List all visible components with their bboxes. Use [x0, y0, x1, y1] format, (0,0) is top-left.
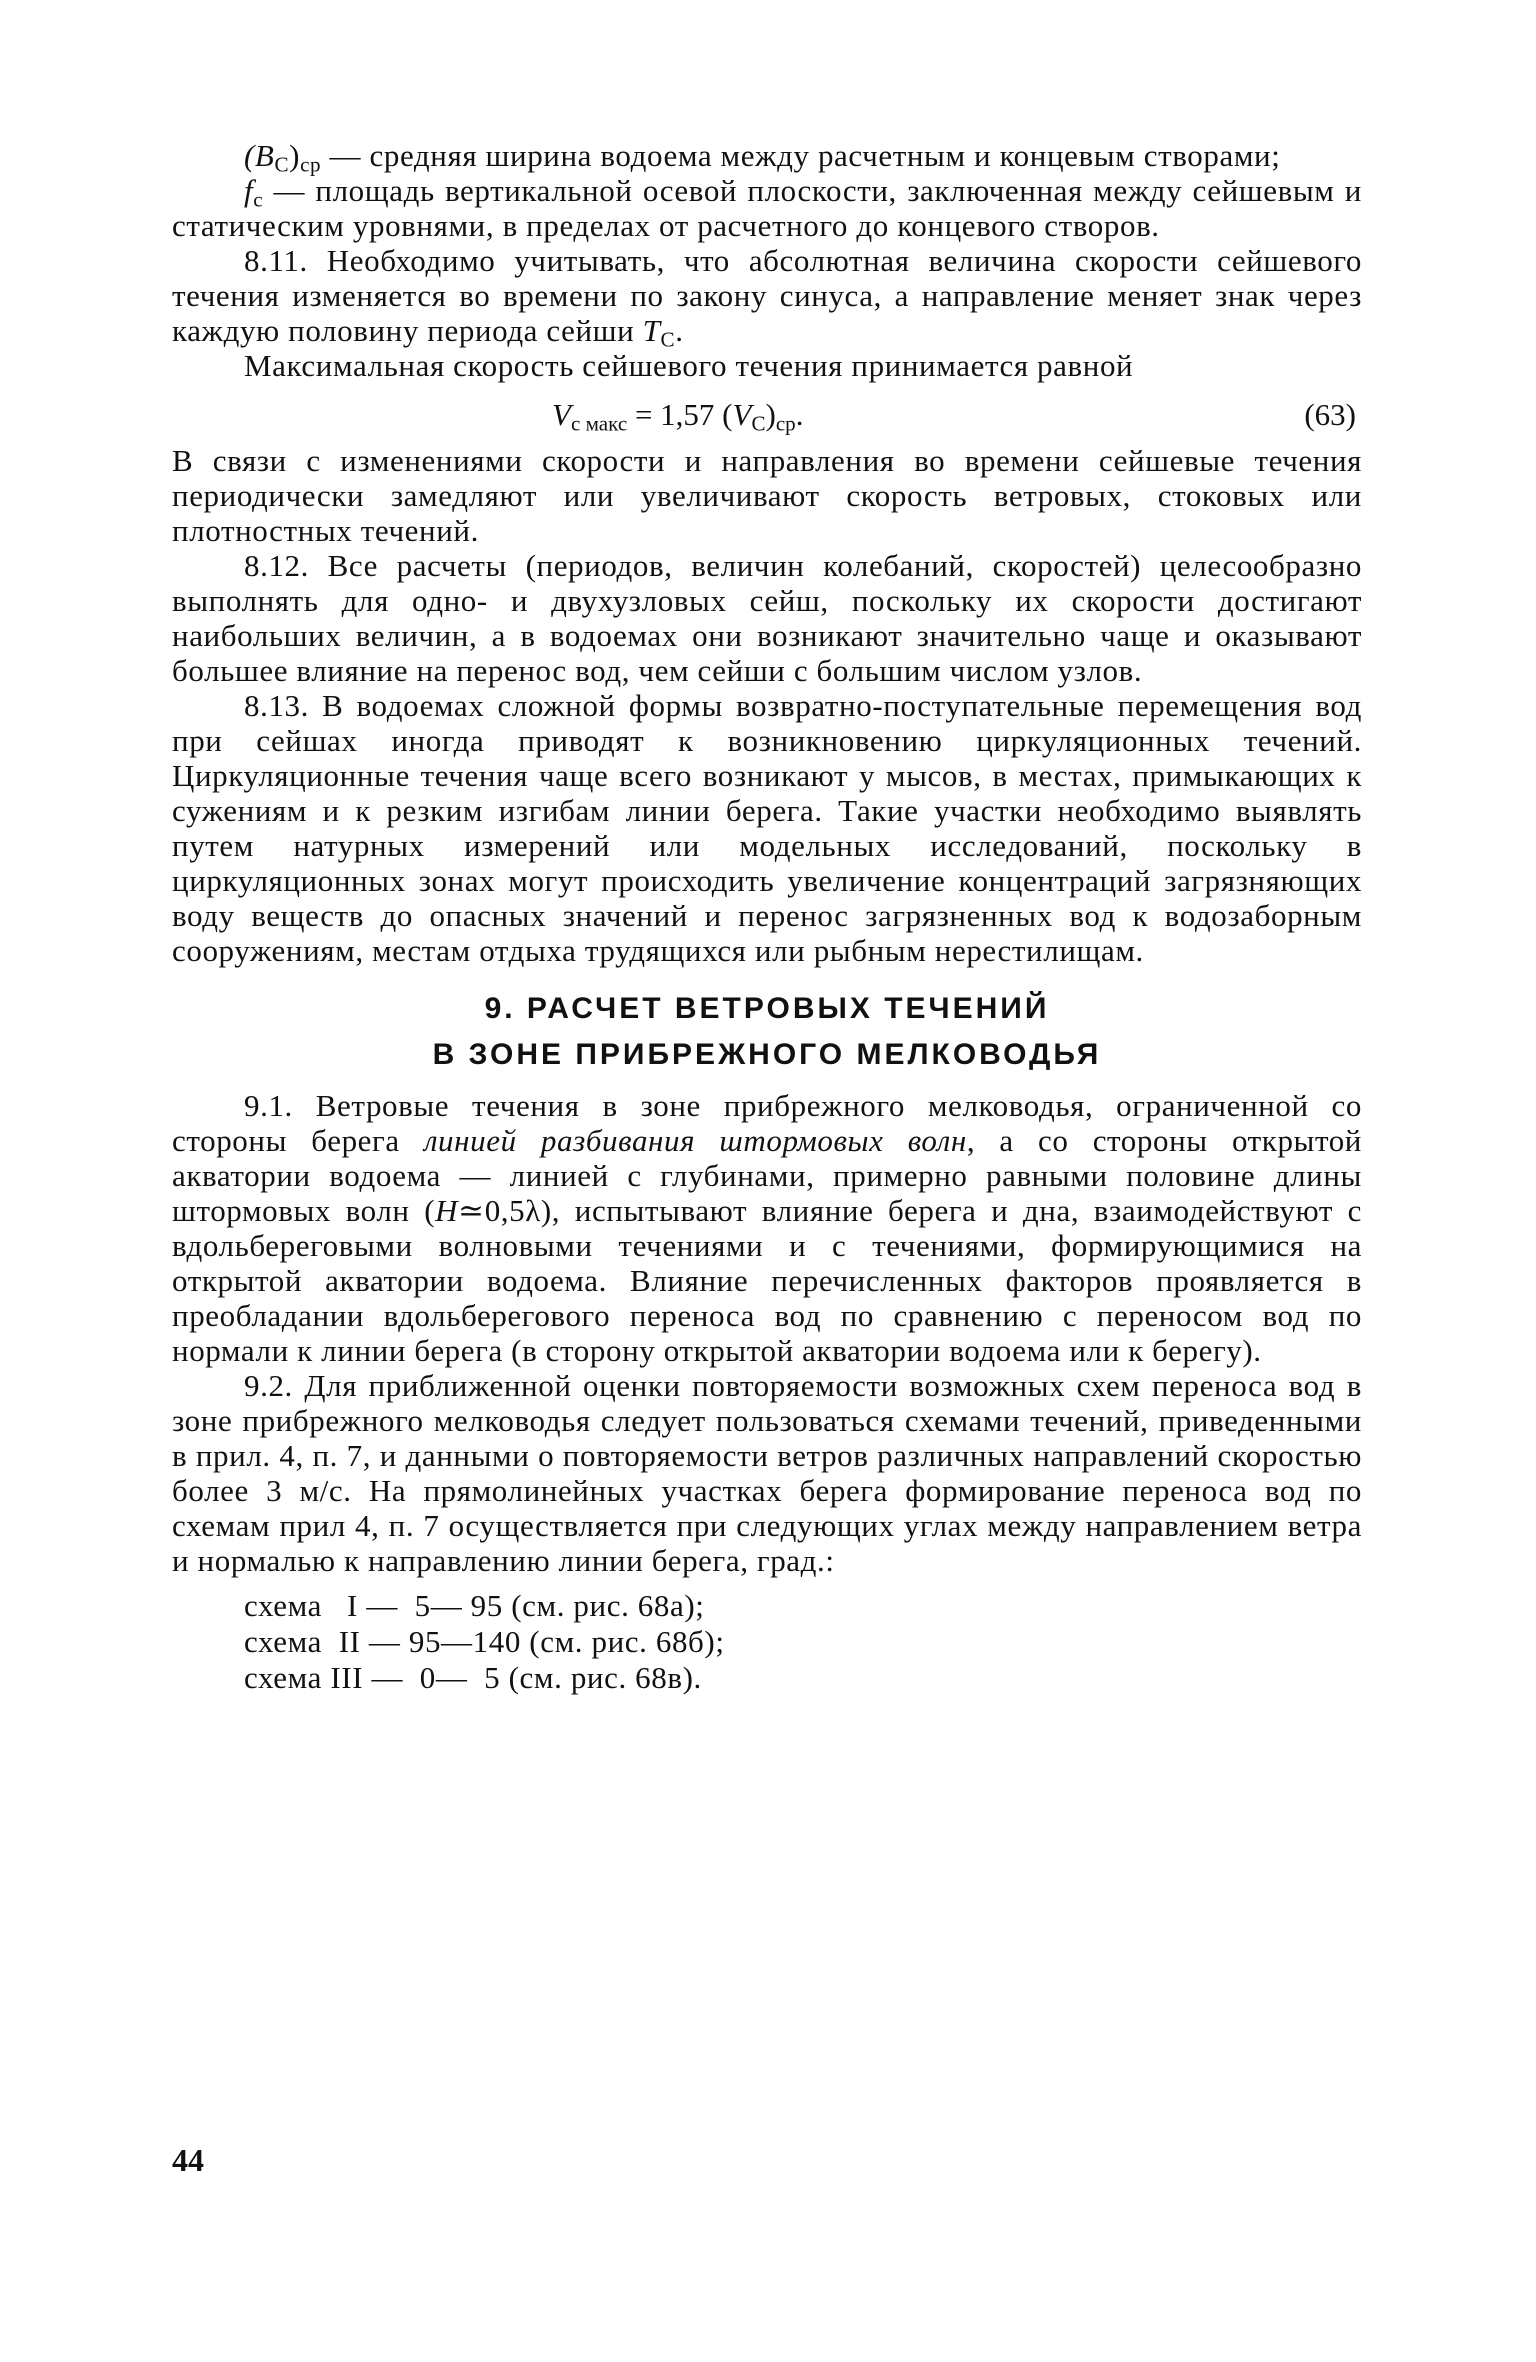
paragraph-9-1-italic: линией разбивания штормовых волн	[423, 1123, 967, 1158]
scheme-item: схема I — 5— 95 (см. рис. 68а);	[244, 1588, 705, 1623]
var-v2: V	[732, 397, 752, 432]
var-v: V	[552, 397, 571, 432]
definition-f-text: — площадь вертикальной осевой плоскости, заключенная между сейшевым и статическим уровнями, в пределах от расчетного до концевого створов.	[172, 173, 1362, 243]
paren-close: )	[765, 397, 776, 432]
section-heading-line1: 9. РАСЧЕТ ВЕТРОВЫХ ТЕЧЕНИЙ	[484, 992, 1050, 1025]
scheme-list	[244, 1588, 1362, 1696]
paragraph-8-11-text: 8.11. Необходимо учитывать, что абсолютная величина скорости сейшевого течения изменяется во времени по закону синуса, а направление меняет знак через каждую половину периода сейши	[172, 243, 1362, 348]
sub-c: C	[751, 411, 766, 436]
sub-c: C	[274, 152, 290, 177]
paragraph-8-12: 8.12. Все расчеты (периодов, величин колебаний, скоростей) целесообразно выполнять для одно- и двухузловых сейш, поскольку их скорости достигают наибольших величин, а в водоемах они возникают значительно чаще и оказывают большее влияние на перенос вод, чем сейши с большим числом узлов.	[172, 548, 1362, 688]
page-body	[172, 138, 1362, 1696]
definition-f	[172, 173, 1362, 243]
section-heading-line2: В ЗОНЕ ПРИБРЕЖНОГО МЕЛКОВОДЬЯ	[432, 1038, 1102, 1071]
formula-63	[172, 393, 1362, 439]
paragraph-9-1	[172, 1088, 1362, 1368]
paragraph-max-speed: Максимальная скорость сейшевого течения принимается равной	[244, 348, 1134, 383]
sub-sr: ср	[300, 152, 322, 177]
var-b: (B	[244, 138, 275, 173]
period: .	[795, 397, 804, 432]
var-f: f	[244, 173, 254, 208]
paragraph-8-13: 8.13. В водоемах сложной формы возвратно-поступательные перемещения вод при сейшах иногда приводят к возникновению циркуляционных течений. Циркуляционные течения чаще всего возникают у мысов, в местах, примыкающих к сужениям и к резким изгибам линии берега. Такие участки необходимо выявлять путем натурных измерений или модельных исследований, поскольку в циркуляционных зонах могут происходить увеличение концентраций загрязняющих воду веществ до опасных значений и перенос загрязненных вод к водозаборным сооружениям, местам отдыха трудящихся или рыбным нерестилищам.	[172, 688, 1362, 968]
paragraph-9-1-part-b: , а со стороны открытой акватории водоема — линией с глубинами, примерно равными половине длины штормовых волн (	[172, 1123, 1362, 1228]
period: .	[675, 313, 684, 348]
paragraph-9-2: 9.2. Для приближенной оценки повторяемости возможных схем переноса вод в зоне прибрежного мелководья следует пользоваться схемами течений, приведенными в прил. 4, п. 7, и данными о повторяемости ветров различных направлений скоростью более 3 м/с. На прямолинейных участках берега формирование переноса вод по схемам прил 4, п. 7 осуществляется при следующих углах между направлением ветра и нормалью к направлению линии берега, град.:	[172, 1368, 1362, 1578]
definition-b-text: — средняя ширина водоема между расчетным и концевым створами;	[321, 138, 1281, 173]
sub-c: c	[253, 187, 264, 212]
formula-number: (63)	[1304, 397, 1356, 432]
paragraph-9-1-part-a: 9.1. Ветровые течения в зоне прибрежного мелководья, ограниченной со стороны берега	[172, 1088, 1362, 1158]
paren-close: )	[289, 138, 301, 173]
var-t: T	[642, 313, 661, 348]
paragraph-8-11	[172, 243, 1362, 352]
sub-c: C	[660, 327, 676, 352]
formula-equals: = 1,57 (	[627, 397, 733, 432]
definition-b	[172, 138, 1362, 177]
paragraph-9-1-part-c: ≃0,5λ), испытывают влияние берега и дна, взаимодействуют с вдольбереговыми волновыми течениями и с течениями, формирующимися на открытой акватории водоема. Влияние перечисленных факторов проявляется в преобладании вдольберегового переноса вод по сравнению с переносом вод по нормали к линии берега (в сторону открытой акватории водоема или к берегу).	[172, 1193, 1362, 1368]
var-h: H	[435, 1193, 459, 1228]
paragraph-after-formula: В связи с изменениями скорости и направления во времени сейшевые течения периодически замедляют или увеличивают скорость ветровых, стоковых или плотностных течений.	[172, 443, 1362, 548]
formula-expression	[552, 397, 804, 436]
sub-max: с макс	[570, 411, 628, 436]
scheme-item: схема II — 95—140 (см. рис. 68б);	[244, 1624, 725, 1659]
page-number: 44	[172, 2142, 204, 2178]
section-heading	[172, 986, 1362, 1078]
scheme-item: схема III — 0— 5 (см. рис. 68в).	[244, 1660, 702, 1695]
sub-sr: ср	[775, 411, 796, 436]
